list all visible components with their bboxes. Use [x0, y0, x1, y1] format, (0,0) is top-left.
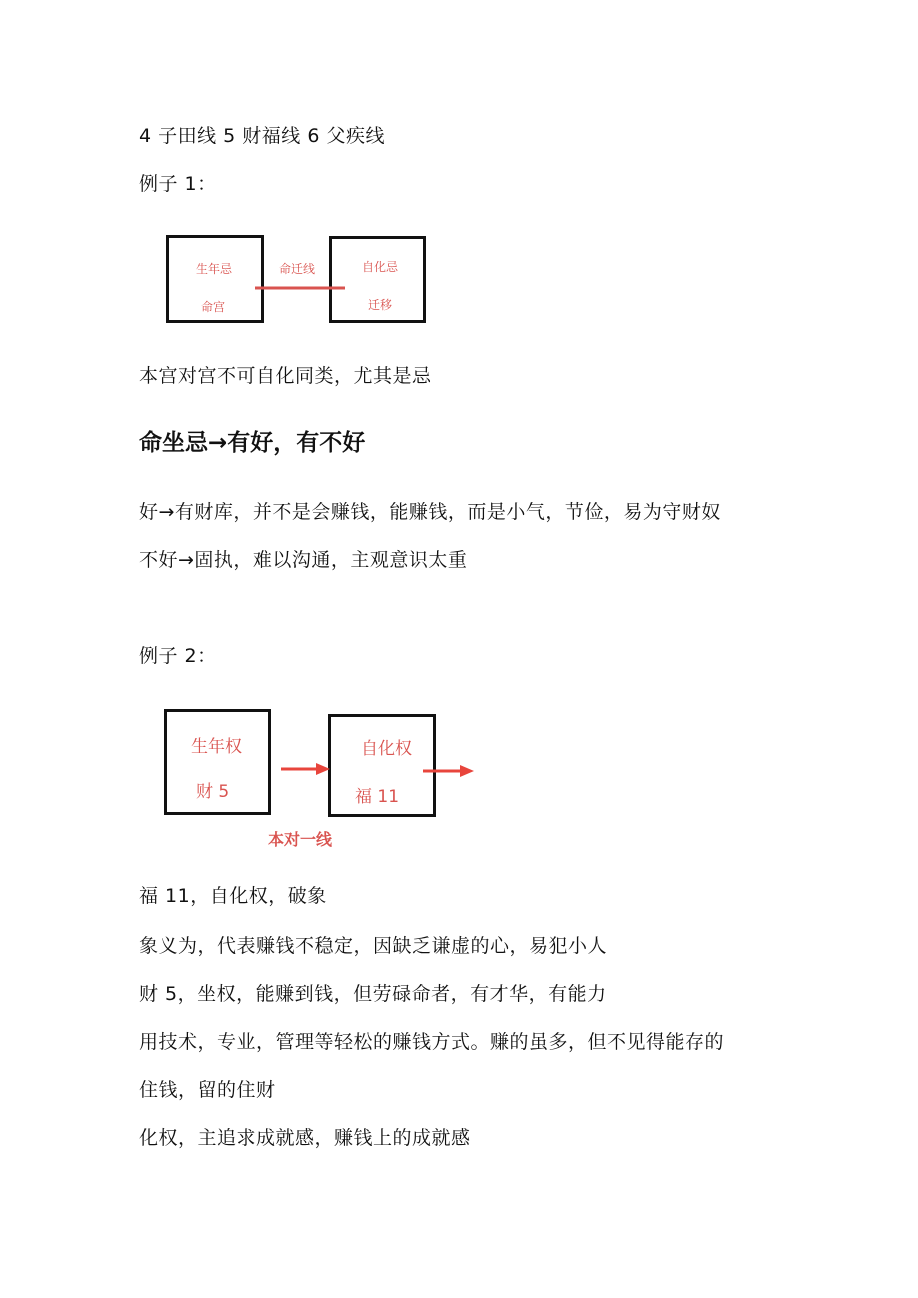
paragraph-6: 化权，主追求成就感，赚钱上的成就感 — [139, 1127, 471, 1149]
diagram1-left-top-label: 生年忌 — [196, 262, 233, 276]
palace-lines-text: 4 子田线 5 财福线 6 父疾线 — [139, 125, 385, 147]
diagram2-left-bottom-label: 财 5 — [196, 782, 230, 802]
diagram2-arrow-middle — [281, 763, 330, 775]
diagram2-right-bottom-label: 福 11 — [355, 787, 400, 807]
diagram1-middle-label: 命迁线 — [279, 262, 316, 276]
example-2-label: 例子 2： — [139, 645, 217, 667]
diagram2-bottom-label: 本对一线 — [268, 830, 333, 849]
diagram1-left-bottom-label: 命宫 — [201, 300, 226, 314]
diagram2-right-top-label: 自化权 — [361, 739, 412, 759]
paragraph-1: 福 11，自化权，破象 — [139, 885, 327, 907]
diagram2-left-top-label: 生年权 — [191, 737, 242, 757]
paragraph-4: 用技术，专业，管理等轻松的赚钱方式。赚的虽多，但不见得能存的 — [139, 1031, 725, 1053]
rule-text: 本宫对宫不可自化同类，尤其是忌 — [139, 365, 432, 387]
section-heading: 命坐忌→有好，有不好 — [139, 430, 366, 456]
example-1-label: 例子 1： — [139, 173, 217, 195]
good-text: 好→有财库，并不是会赚钱，能赚钱，而是小气，节俭，易为守财奴 — [139, 501, 721, 523]
diagram1-right-top-label: 自化忌 — [362, 260, 399, 274]
bad-text: 不好→固执，难以沟通，主观意识太重 — [139, 549, 468, 571]
paragraph-5: 住钱，留的住财 — [139, 1079, 276, 1101]
diagram1-right-bottom-label: 迁移 — [368, 298, 393, 312]
paragraph-3: 财 5，坐权，能赚到钱，但劳碌命者，有才华，有能力 — [139, 983, 607, 1005]
diagram2-arrow-right — [423, 765, 474, 777]
paragraph-2: 象义为，代表赚钱不稳定，因缺乏谦虚的心，易犯小人 — [139, 935, 608, 957]
